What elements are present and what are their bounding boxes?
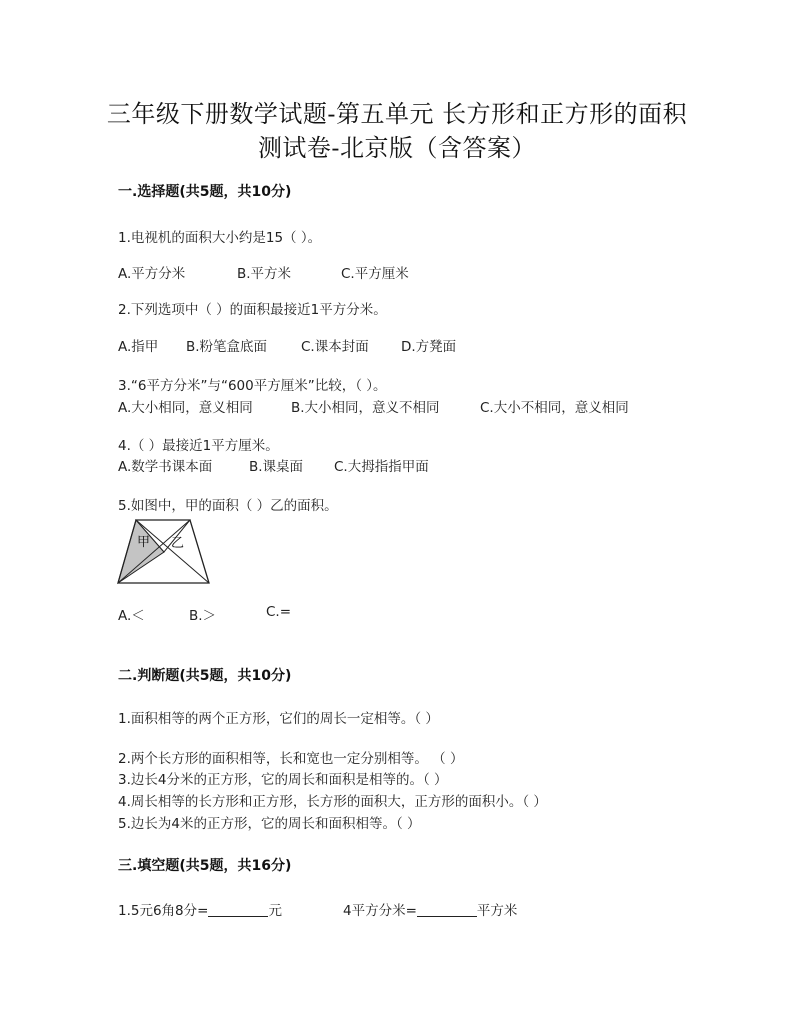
judgment-item-5: 5.边长为4米的正方形，它的周长和面积相等。（ ） bbox=[118, 816, 421, 832]
judgment-item-4: 4.周长相等的长方形和正方形，长方形的面积大，正方形的面积小。（ ） bbox=[118, 794, 547, 810]
fill-1-prefix: 1.5元6角8分= bbox=[118, 903, 209, 919]
option-3a: A.大小相同，意义相同 bbox=[118, 400, 253, 416]
question-1: 1.电视机的面积大小约是15（ ）。 bbox=[118, 230, 322, 246]
option-4b: B.课桌面 bbox=[249, 459, 304, 475]
fill-2-unit: 平方米 bbox=[476, 903, 518, 919]
fill-question-1-part1 bbox=[118, 899, 282, 919]
option-2d: D.方凳面 bbox=[401, 339, 457, 355]
label-yi: 乙 bbox=[171, 536, 185, 551]
option-4a: A.数学书课本面 bbox=[118, 459, 213, 475]
option-1a: A.平方分米 bbox=[118, 266, 186, 282]
judgment-item-1: 1.面积相等的两个正方形，它们的周长一定相等。（ ） bbox=[118, 711, 439, 727]
section-heading-judgment: 二.判断题(共5题，共10分) bbox=[118, 668, 292, 684]
fill-2-prefix: 4平方分米= bbox=[343, 903, 417, 919]
page-title-line2: 测试卷-北京版（含答案） bbox=[257, 134, 537, 162]
section-heading-choice: 一.选择题(共5题，共10分) bbox=[118, 184, 292, 200]
option-5a: A.＜ bbox=[118, 608, 145, 624]
section-heading-fill: 三.填空题(共5题，共16分) bbox=[118, 858, 292, 874]
answer-blank-2[interactable] bbox=[417, 902, 477, 917]
question-4: 4.（ ）最接近1平方厘米。 bbox=[118, 438, 279, 454]
option-5c: C.= bbox=[266, 604, 292, 620]
option-2a: A.指甲 bbox=[118, 339, 159, 355]
page-title-line1: 三年级下册数学试题-第五单元 长方形和正方形的面积 bbox=[106, 100, 688, 128]
option-2b: B.粉笔盒底面 bbox=[186, 339, 268, 355]
option-1c: C.平方厘米 bbox=[341, 266, 409, 282]
fill-question-1-part2 bbox=[343, 899, 517, 919]
trapezoid-figure bbox=[116, 519, 212, 585]
option-3b: B.大小相同，意义不相同 bbox=[291, 400, 440, 416]
fill-1-unit: 元 bbox=[268, 903, 282, 919]
question-3: 3.“6平方分米”与“600平方厘米”比较，（ ）。 bbox=[118, 378, 387, 394]
option-3c: C.大小不相同，意义相同 bbox=[480, 400, 629, 416]
option-5b: B.＞ bbox=[189, 608, 217, 624]
option-4c: C.大拇指指甲面 bbox=[334, 459, 429, 475]
option-1b: B.平方米 bbox=[237, 266, 292, 282]
judgment-item-3: 3.边长4分米的正方形，它的周长和面积是相等的。（ ） bbox=[118, 772, 448, 788]
answer-blank-1[interactable] bbox=[208, 902, 268, 917]
question-5: 5.如图中，甲的面积（ ）乙的面积。 bbox=[118, 498, 338, 514]
question-2: 2.下列选项中（ ）的面积最接近1平方分米。 bbox=[118, 302, 387, 318]
label-jia: 甲 bbox=[137, 535, 151, 550]
option-2c: C.课本封面 bbox=[301, 339, 369, 355]
judgment-item-2: 2.两个长方形的面积相等，长和宽也一定分别相等。 （ ） bbox=[118, 751, 464, 767]
